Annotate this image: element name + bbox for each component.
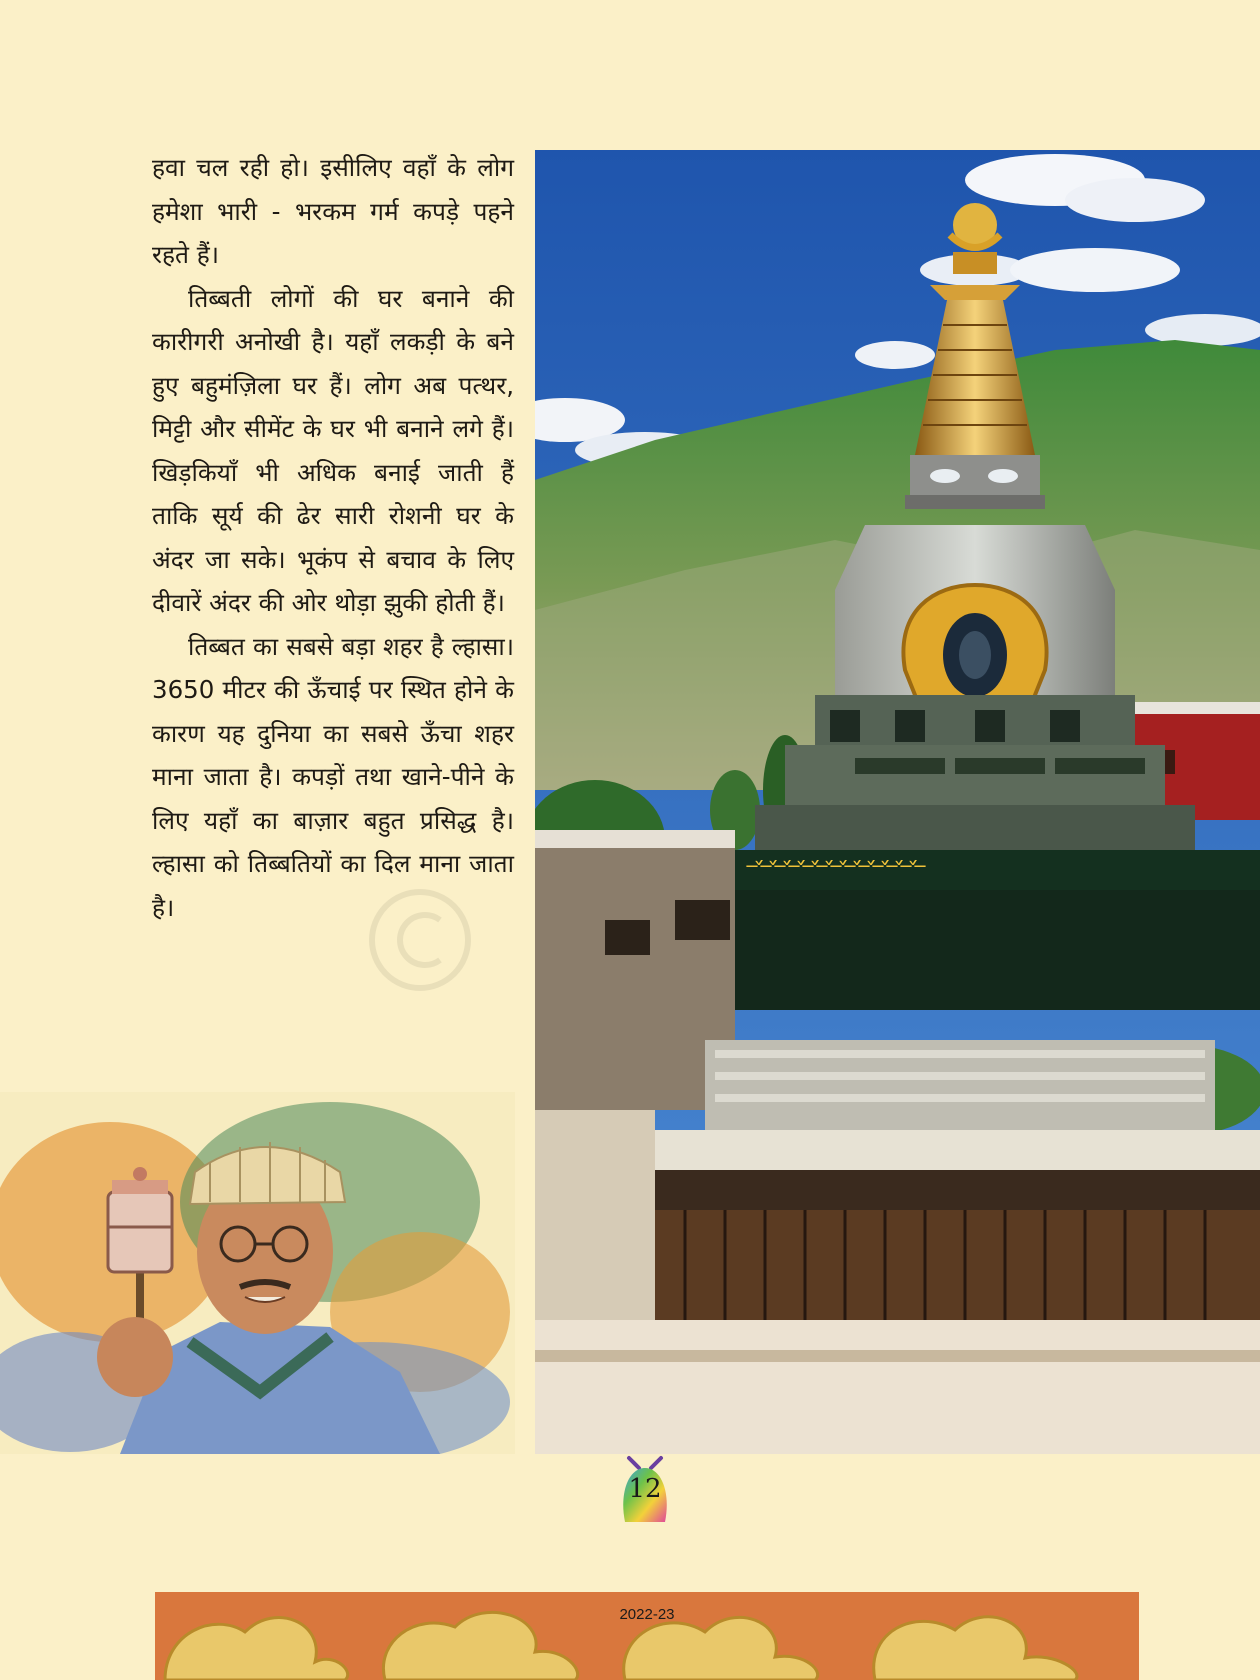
footer-decorative-band [155, 1592, 1139, 1680]
old-man-prayer-wheel-illustration [0, 1092, 515, 1454]
stupa-photo [535, 150, 1260, 1454]
page-badge [615, 1452, 675, 1524]
svg-text:ꣻ꣺ꣻ꣺ꣻ꣺ꣻ꣺ꣻ꣺ꣻ꣺ꣻ꣺ꣻ꣺ꣻ꣺ꣻ꣺ꣻ꣺ꣻ꣺ꣻ: ꣻ꣺ꣻ꣺ꣻ꣺ꣻ꣺ꣻ꣺ꣻ꣺ꣻ꣺ꣻ꣺ꣻ꣺ꣻ꣺ꣻ꣺ꣻ꣺ꣻ [745, 859, 927, 883]
academic-year: 2022-23 [619, 1606, 675, 1623]
body-text [152, 146, 514, 929]
paragraph-3: तिब्बत का सबसे बड़ा शहर है ल्हासा। 3650 मीटर की ऊँचाई पर स्थित होने के कारण यह दुनिया का सबसे ऊँचा शहर माना जाता है। कपड़ों तथा खाने-पीने के लिए यहाँ का बाज़ार बहुत प्रसिद्ध है। ल्हासा को तिब्बतियों का दिल माना जाता है। [152, 631, 514, 922]
page-number: 12 [628, 1474, 662, 1504]
paragraph-2: तिब्बती लोगों की घर बनाने की कारीगरी अनोखी है। यहाँ लकड़ी के बने हुए बहुमंज़िला घर हैं। लोग अब पत्थर, मिट्टी और सीमेंट के घर भी बनाने लगे हैं। खिड़कियाँ भी अधिक बनाई जाती हैं ताकि सूर्य की ढेर सारी रोशनी घर के अंदर जा सके। भूकंप से बचाव के लिए दीवारें अंदर की ओर थोड़ा झुकी होती हैं। [152, 283, 514, 617]
paragraph-1: हवा चल रही हो। इसीलिए वहाँ के लोग हमेशा भारी - भरकम गर्म कपड़े पहने रहते हैं। [152, 153, 514, 269]
